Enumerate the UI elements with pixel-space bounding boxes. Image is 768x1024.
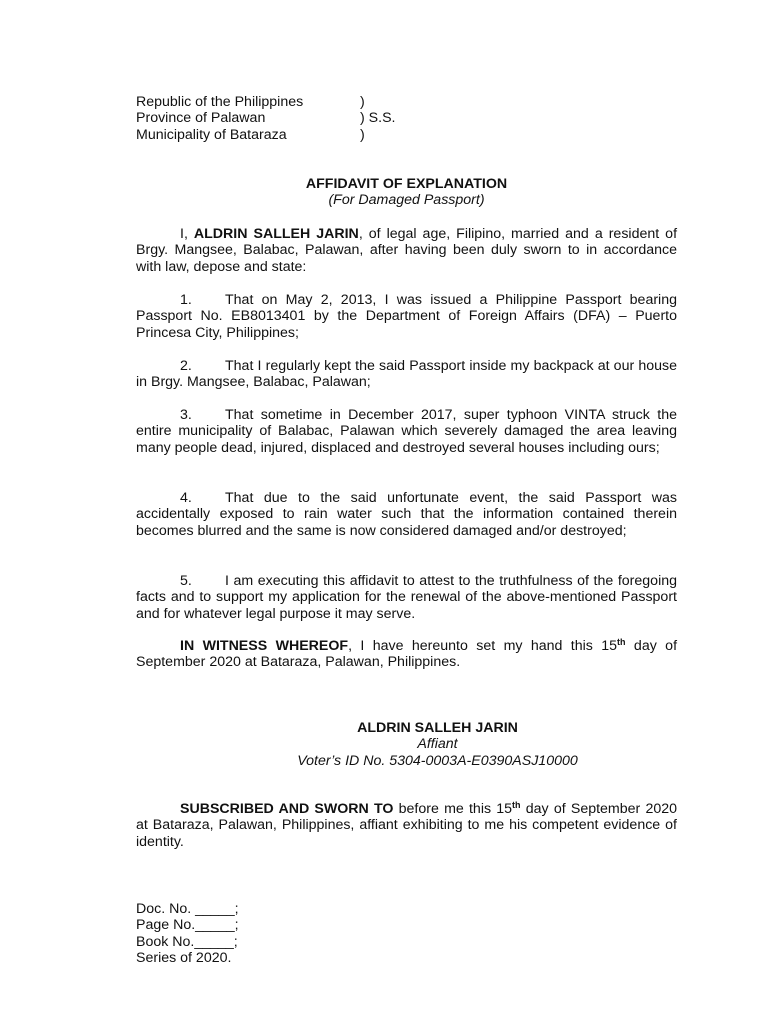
item-text: That due to the said unfortunate event, the said Passport was accidentally exposed to rain water such that the information contained therein becomes blurred and the same is now considered damaged and/or destroyed;: [136, 490, 677, 539]
jurat-ordinal: th: [512, 800, 521, 810]
item-text: That sometime in December 2017, super typhoon VINTA struck the entire municipality of Balabac, Palawan which severely damaged the area leaving many people dead, injured, displaced and destroyed several houses including ours;: [136, 407, 677, 456]
statement-item: [136, 573, 677, 622]
item-text: That on May 2, 2013, I was issued a Philippine Passport bearing Passport No. EB8013401 by the Department of Foreign Affairs (DFA) – Puerto Princesa City, Philippines;: [136, 292, 677, 341]
venue-mark: ): [360, 94, 365, 110]
statement-item: [136, 407, 677, 456]
affiant-name-inline: ALDRIN SALLEH JARIN: [193, 226, 359, 242]
venue-row: [136, 127, 395, 143]
venue-mark: ) S.S.: [360, 110, 396, 127]
document-title: AFFIDAVIT OF EXPLANATION: [305, 176, 508, 192]
signature-block: [136, 720, 677, 769]
jurat-paragraph: [136, 801, 677, 850]
witness-lead: IN WITNESS WHEREOF: [180, 638, 349, 654]
item-number: 5.: [180, 573, 192, 589]
jurat-lead: SUBSCRIBED AND SWORN TO: [180, 801, 394, 817]
intro-post: , of legal age, Filipino, married and a resident of Brgy. Mangsee, Balabac, Palawan, after having been duly sworn to in accordance with law, depose and state:: [136, 226, 678, 275]
book-number: Book No._____;: [136, 933, 238, 950]
venue-mark: ): [360, 126, 365, 143]
affiant-id: Voter’s ID No. 5304-0003A-E0390ASJ10000: [297, 752, 578, 769]
item-text: I am executing this affidavit to attest to the truthfulness of the foregoing facts and to support my application for the renewal of the above-mentioned Passport and for whatever legal purpose it may serve.: [136, 573, 677, 622]
intro-pre: I,: [180, 226, 194, 242]
venue-country: Republic of the Philippines: [136, 94, 304, 110]
jurat-text-end: day of September 2020 at Bataraza, Palawan, Philippines, affiant exhibiting to me his competent evidence of identity.: [136, 801, 678, 850]
statement-item: [136, 358, 677, 391]
witness-paragraph: [136, 638, 677, 671]
venue-province: Province of Palawan: [136, 110, 266, 127]
item-number: 3.: [180, 407, 192, 423]
witness-text-end: day of September 2020 at Bataraza, Palawan, Philippines.: [136, 638, 678, 671]
venue-block: [136, 94, 395, 143]
item-number: 4.: [180, 490, 192, 506]
witness-ordinal: th: [617, 637, 626, 647]
series-year: Series of 2020.: [136, 950, 232, 967]
document-subtitle: (For Damaged Passport): [328, 192, 485, 209]
title-block: [136, 176, 677, 209]
item-text: That I regularly kept the said Passport inside my backpack at our house in Brgy. Mangsee, Balabac, Palawan;: [136, 358, 677, 391]
statement-item: [136, 490, 677, 539]
venue-row: [136, 110, 395, 126]
statement-item: [136, 292, 677, 341]
notary-block: [136, 901, 239, 967]
venue-row: [136, 94, 395, 110]
affiant-name: ALDRIN SALLEH JARIN: [357, 720, 518, 736]
jurat-text: before me this 15: [393, 801, 513, 817]
venue-municipality: Municipality of Bataraza: [136, 126, 287, 143]
doc-number: Doc. No. _____;: [136, 901, 239, 917]
page-number: Page No._____;: [136, 917, 239, 934]
witness-text: , I have hereunto set my hand this 15: [348, 638, 618, 654]
intro-paragraph: [136, 226, 677, 275]
item-number: 2.: [180, 358, 192, 374]
affiant-role: Affiant: [417, 736, 458, 753]
item-number: 1.: [180, 292, 192, 308]
